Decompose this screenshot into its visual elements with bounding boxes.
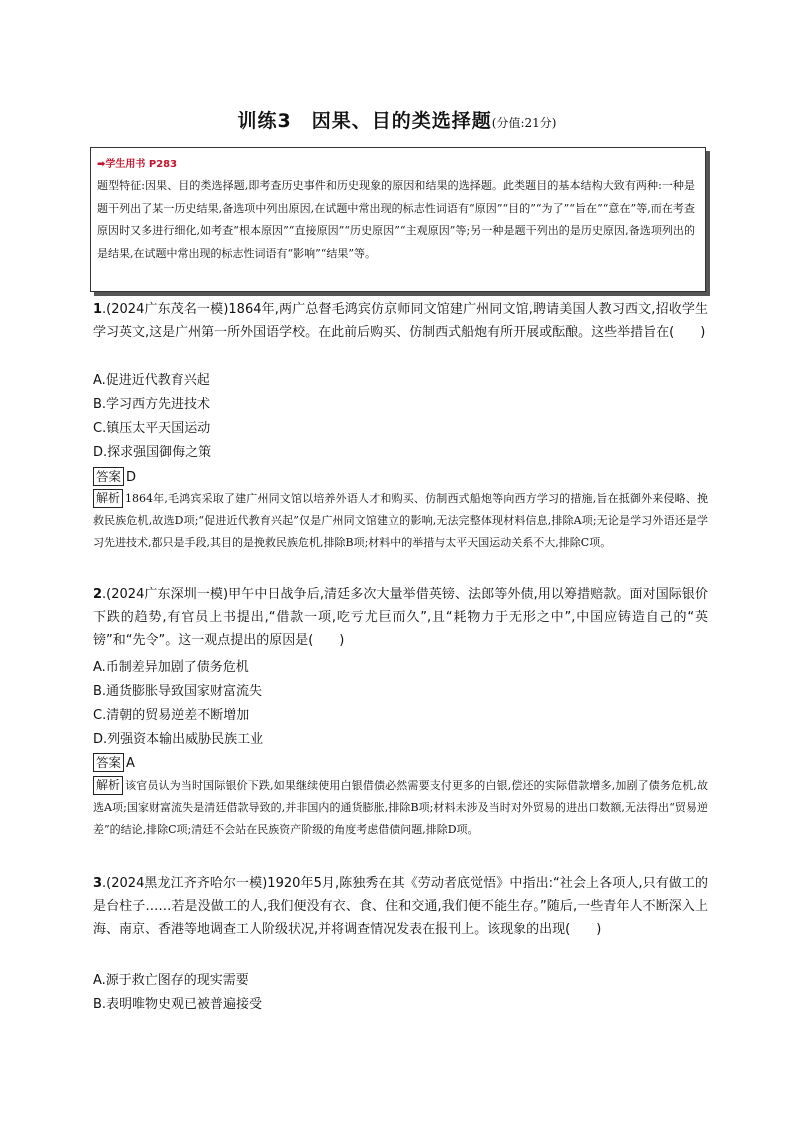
- question-2-analysis: [93, 775, 708, 841]
- analysis-label: 解析: [93, 489, 123, 508]
- question-2-option-d[interactable]: D.列强资本输出威胁民族工业: [93, 732, 264, 747]
- question-3-option-b[interactable]: B.表明唯物史观已被普遍接受: [93, 997, 263, 1012]
- question-3-stem: [93, 872, 708, 941]
- question-number: 1: [93, 302, 103, 317]
- answer-value: D: [126, 470, 137, 485]
- analysis-label: 解析: [93, 776, 123, 795]
- book-reference-link[interactable]: ➡学生用书 P283: [97, 159, 178, 170]
- question-1-option-c[interactable]: C.镇压太平天国运动: [93, 421, 211, 436]
- answer-label: 答案: [93, 753, 124, 772]
- question-1-stem: [93, 298, 708, 344]
- question-2-stem: [93, 583, 708, 652]
- title-main: 训练3 因果、目的类选择题: [237, 110, 492, 132]
- question-text: .(2024黑龙江齐齐哈尔一模)1920年5月,陈独秀在其《劳动者底觉悟》中指出:“社会上各项人,只有做工的是台柱子……若是没做工的人,我们便没有衣、食、住和交通,我们便不能生存。”随后,一些青年人不断深入上海、南京、香港等地调查工人阶级状况,并将调查情况发表在报刊上。该现象的出现( ): [93, 876, 708, 937]
- question-2-option-b[interactable]: B.通货膨胀导致国家财富流失: [93, 684, 263, 699]
- question-text: .(2024广东深圳一模)甲午中日战争后,清廷多次大量举借英镑、法郎等外债,用以筹措赔款。面对国际银价下跌的趋势,有官员上书提出,“借款一项,吃亏尤巨而久”,且“耗物力于无形之中”,中国应铸造自己的“英镑”和“先令”。这一观点提出的原因是( ): [93, 587, 708, 648]
- intro-text: 题型特征:因果、目的类选择题,即考查历史事件和历史现象的原因和结果的选择题。此类题目的基本结构大致有两种:一种是题干列出了某一历史结果,备选项中列出原因,在试题中常出现的标志性词语有“原因”“目的”“为了”“旨在”“意在”等,而在考查原因时又多进行细化,如考查“根本原因”“直接原因”“历史原因”“主观原因”等;另一种是题干列出的是历史原因,备选项列出的是结果,在试题中常出现的标志性词语有“影响”“结果”等。: [97, 179, 695, 260]
- answer-value: A: [126, 756, 135, 771]
- question-number: 2: [93, 587, 103, 602]
- analysis-text: 该官员认为当时国际银价下跌,如果继续使用白银借债必然需要支付更多的白银,偿还的实际借款增多,加剧了债务危机,故选A项;国家财富流失是清廷借款导致的,并非国内的通货膨胀,排除B项;材料未涉及当时对外贸易的进出口数额,无法得出“贸易逆差”的结论,排除C项;清廷不会站在民族资产阶级的角度考虑借债问题,排除D项。: [93, 779, 708, 836]
- answer-label: 答案: [93, 467, 124, 486]
- question-number: 3: [93, 876, 103, 891]
- page-title: [0, 106, 794, 133]
- question-2-option-a[interactable]: A.币制差异加剧了债务危机: [93, 660, 249, 675]
- question-2-answer: [93, 753, 135, 774]
- question-3-option-a[interactable]: A.源于救亡图存的现实需要: [93, 973, 249, 988]
- title-score: (分值:21分): [491, 116, 557, 130]
- question-1-option-b[interactable]: B.学习西方先进技术: [93, 397, 211, 412]
- question-1-answer: [93, 467, 136, 488]
- intro-box: [90, 147, 706, 292]
- question-1-analysis: [93, 488, 708, 554]
- question-text: .(2024广东茂名一模)1864年,两广总督毛鸿宾仿京师同文馆建广州同文馆,聘请美国人教习西文,招收学生学习英文,这是广州第一所外国语学校。在此前后购买、仿制西式船炮有所开展或酝酿。这些举措旨在( ): [93, 302, 708, 340]
- question-1-option-d[interactable]: D.探求强国御侮之策: [93, 445, 212, 460]
- question-1-option-a[interactable]: A.促进近代教育兴起: [93, 373, 210, 388]
- analysis-text: 1864年,毛鸿宾采取了建广州同文馆以培养外语人才和购买、仿制西式船炮等向西方学习的措施,旨在抵御外来侵略、挽救民族危机,故选D项;“促进近代教育兴起”仅是广州同文馆建立的影响,无法完整体现材料信息,排除A项;无论是学习外语还是学习先进技术,都只是手段,其目的是挽救民族危机,排除B项;材料中的举措与太平天国运动关系不大,排除C项。: [93, 492, 708, 549]
- question-2-option-c[interactable]: C.清朝的贸易逆差不断增加: [93, 708, 250, 723]
